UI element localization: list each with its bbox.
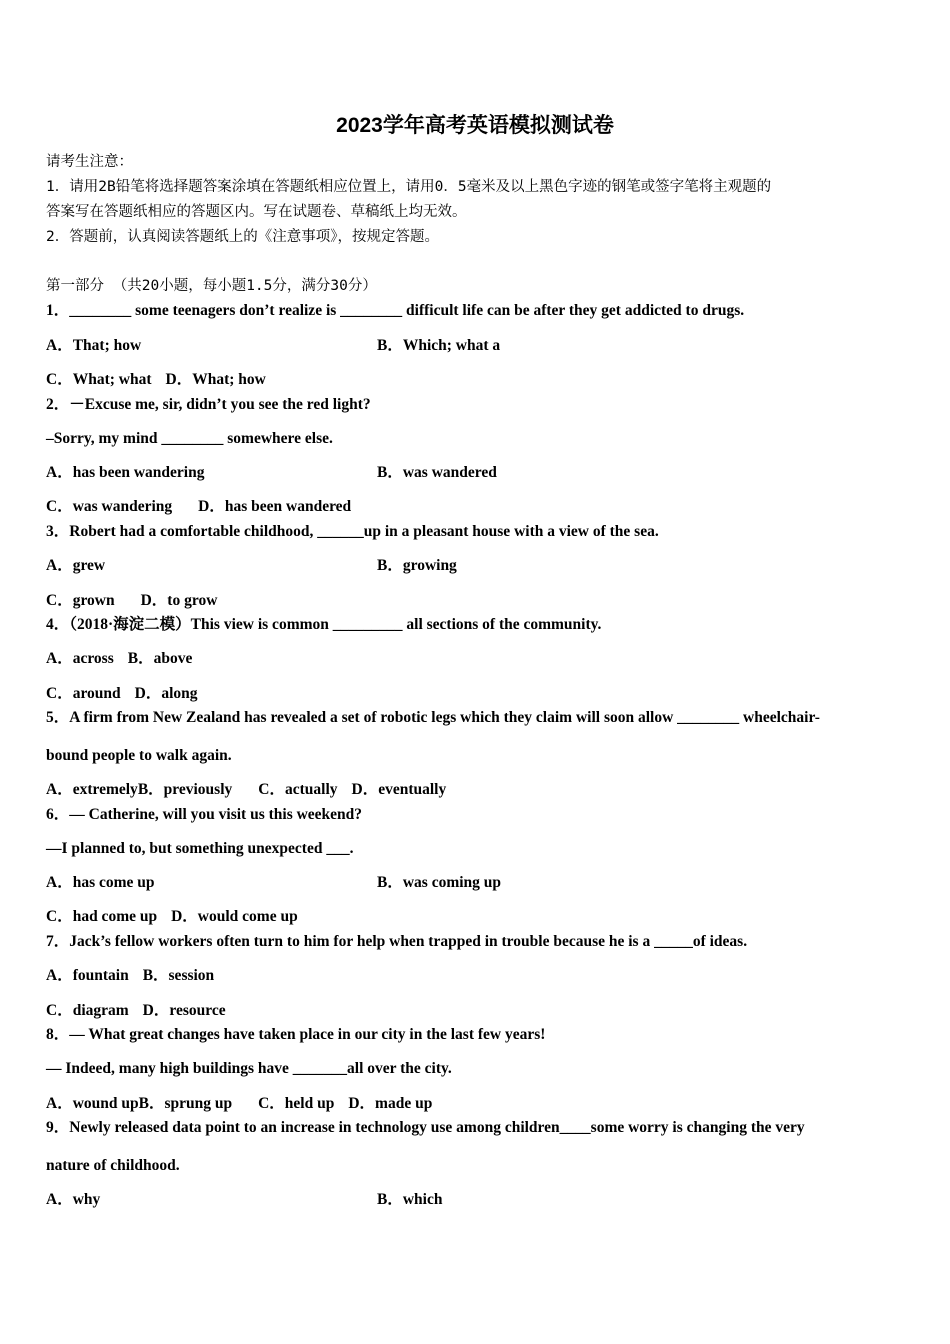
q1-option-a: A．That; how — [46, 337, 142, 354]
q6-options-cd — [46, 907, 298, 927]
q6-option-b: B．was coming up — [377, 874, 502, 891]
notice-heading: 请考生注意： — [46, 154, 133, 170]
q7-option-c: C．diagram — [46, 1002, 129, 1019]
q4-option-d: D．along — [134, 685, 198, 702]
q5-option-b: B．previously — [137, 781, 233, 798]
q5-option-d: D．eventually — [351, 781, 447, 798]
q4-option-c: C．around — [46, 685, 121, 702]
q6-option-d: D．would come up — [171, 908, 298, 925]
q5-option-a: A．extremely — [46, 781, 138, 798]
q4-option-b: B．above — [127, 650, 193, 667]
question-8-stem-2: — Indeed, many high buildings have _______all over the city. — [46, 1060, 452, 1077]
q8-option-b: B．sprung up — [138, 1095, 233, 1112]
q4-options-cd — [46, 684, 198, 704]
q8-options — [46, 1094, 432, 1114]
q9-option-a: A．why — [46, 1191, 101, 1208]
q3-option-b: B．growing — [377, 557, 457, 574]
notice-line-2: 答案写在答题纸相应的答题区内。写在试题卷、草稿纸上均无效。 — [46, 204, 467, 220]
q6-option-c: C．had come up — [46, 908, 158, 925]
q7-option-a: A．fountain — [46, 967, 129, 984]
question-3-stem: 3．Robert had a comfortable childhood, ______up in a pleasant house with a view of the sea. — [46, 523, 659, 540]
q7-option-d: D．resource — [142, 1002, 226, 1019]
q2-option-b: B．was wandered — [377, 464, 497, 481]
q3-option-c: C．grown — [46, 592, 115, 609]
section-heading: 第一部分 （共20小题，每小题1.5分，满分30分） — [46, 278, 377, 294]
question-4-stem: 4．（2018·海淀二模）This view is common _________ all sections of the community. — [46, 616, 602, 633]
q7-options-cd — [46, 1001, 226, 1021]
q9-option-b: B．which — [377, 1191, 443, 1208]
question-7-stem: 7．Jack’s fellow workers often turn to him for help when trapped in trouble because he is a _____of ideas. — [46, 933, 748, 950]
question-1-stem: 1．________ some teenagers don’t realize is ________ difficult life can be after they get addicted to drugs. — [46, 302, 745, 319]
q2-option-c: C．was wandering — [46, 498, 173, 515]
q3-option-a: A．grew — [46, 557, 106, 574]
q3-options-cd — [46, 591, 217, 611]
question-6-stem: 6．— Catherine, will you visit us this weekend? — [46, 806, 363, 823]
notice-line-1: 1．请用2B铅笔将选择题答案涂填在答题纸相应位置上，请用0．5毫米及以上黑色字迹的钢笔或签字笔将主观题的 — [46, 179, 772, 195]
q1-option-d: D．What; how — [165, 371, 266, 388]
question-5-stem-2: bound people to walk again. — [46, 747, 232, 764]
question-2-stem: 2．－Excuse me, sir, didn’t you see the red light? — [46, 396, 371, 413]
q4-options-ab — [46, 649, 192, 669]
question-6-stem-2: —I planned to, but something unexpected ___. — [46, 840, 354, 857]
q6-option-a: A．has come up — [46, 874, 155, 891]
q1-option-b: B．Which; what a — [377, 337, 501, 354]
q2-options-cd — [46, 497, 351, 517]
q4-option-a: A．across — [46, 650, 114, 667]
q2-option-d: D．has been wandered — [198, 498, 352, 515]
question-5-stem: 5．A firm from New Zealand has revealed a set of robotic legs which they claim will soon allow ________ wheelchair- — [46, 709, 820, 726]
q5-option-c: C．actually — [258, 781, 338, 798]
q3-option-d: D．to grow — [140, 592, 218, 609]
q8-option-a: A．wound up — [46, 1095, 139, 1112]
notice-line-3: 2．答题前，认真阅读答题纸上的《注意事项》，按规定答题。 — [46, 229, 439, 245]
q7-options-ab — [46, 966, 214, 986]
question-8-stem: 8．— What great changes have taken place in our city in the last few years! — [46, 1026, 546, 1043]
exam-title: 2023学年高考英语模拟测试卷 — [336, 114, 614, 137]
question-2-stem-2: –Sorry, my mind ________ somewhere else. — [46, 430, 333, 447]
question-9-stem: 9．Newly released data point to an increase in technology use among children____some worry is changing the very — [46, 1119, 805, 1136]
q1-options-cd — [46, 370, 266, 390]
q8-option-c: C．held up — [258, 1095, 335, 1112]
q7-option-b: B．session — [142, 967, 215, 984]
q5-options — [46, 780, 446, 800]
question-9-stem-2: nature of childhood. — [46, 1157, 180, 1174]
q8-option-d: D．made up — [348, 1095, 433, 1112]
q1-option-c: C．What; what — [46, 371, 152, 388]
q2-option-a: A．has been wandering — [46, 464, 205, 481]
